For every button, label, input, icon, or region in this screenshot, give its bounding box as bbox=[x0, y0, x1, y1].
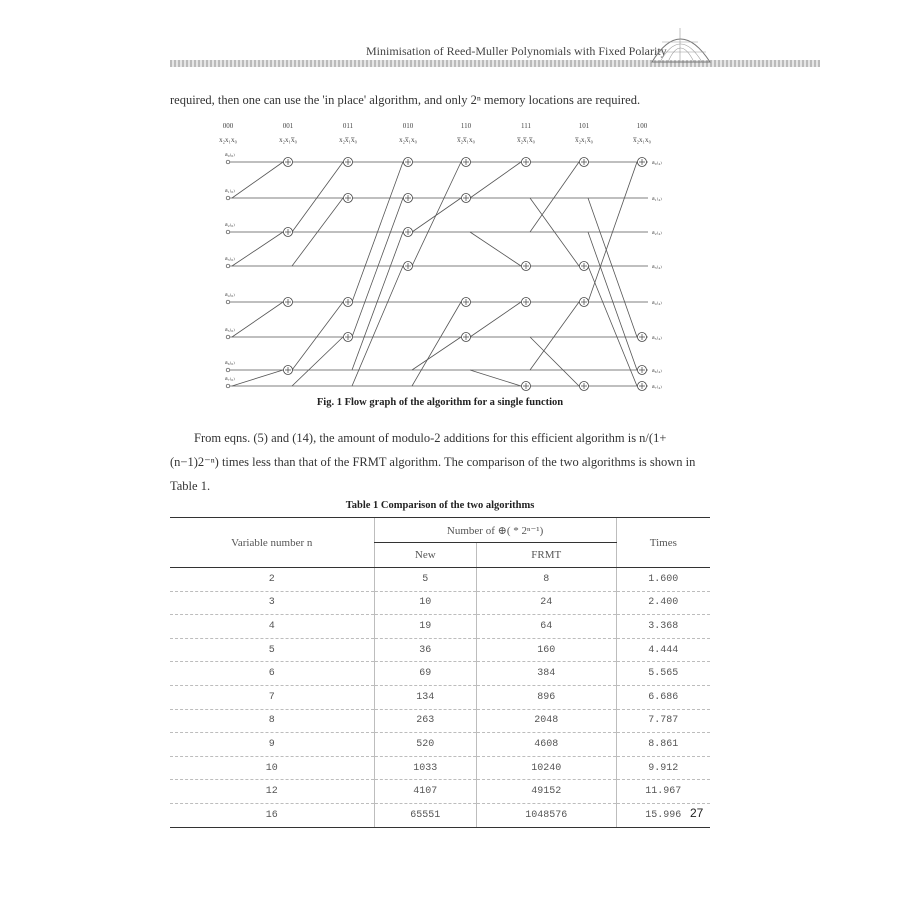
cell-new: 263 bbox=[374, 709, 476, 733]
diagonal-edge bbox=[232, 162, 283, 198]
table-row bbox=[170, 568, 710, 592]
cell-times: 2.400 bbox=[616, 591, 710, 615]
cell-variable: 16 bbox=[170, 803, 374, 827]
cell-variable: 3 bbox=[170, 591, 374, 615]
cell-variable: 10 bbox=[170, 756, 374, 780]
cell-times: 9.912 bbox=[616, 756, 710, 780]
diagonal-edge bbox=[470, 370, 521, 386]
cell-times: 11.967 bbox=[616, 780, 710, 804]
column-code-label: 111 bbox=[521, 122, 531, 130]
column-code-label: 100 bbox=[636, 122, 648, 130]
cell-variable: 7 bbox=[170, 685, 374, 709]
column-code-label: 000 bbox=[222, 122, 234, 130]
header-frmt: FRMT bbox=[476, 543, 616, 568]
diagonal-edge bbox=[232, 232, 283, 266]
output-label: a₆₍₄₎ bbox=[652, 368, 662, 374]
output-label: a₀₍₄₎ bbox=[652, 160, 662, 166]
column-code-label: 010 bbox=[402, 122, 414, 130]
diagonal-edge bbox=[292, 337, 343, 386]
diagonal-edge bbox=[412, 162, 461, 266]
input-node bbox=[226, 368, 230, 372]
cell-times: 3.368 bbox=[616, 615, 710, 639]
diagonal-edge bbox=[588, 198, 637, 337]
column-var-label: x₂x̅₁x̅₀ bbox=[339, 136, 357, 144]
diagonal-edge bbox=[412, 337, 461, 370]
column-var-label: x₂x₁x₀ bbox=[219, 136, 237, 144]
cell-frmt: 10240 bbox=[476, 756, 616, 780]
column-code-label: 011 bbox=[342, 122, 354, 130]
column-var-label: x̅₂x₁x₀ bbox=[633, 136, 651, 144]
diagonal-edge bbox=[470, 302, 521, 337]
cell-variable: 12 bbox=[170, 780, 374, 804]
input-label: a₇₍₀₎ bbox=[225, 376, 235, 382]
diagonal-edge bbox=[412, 198, 461, 232]
input-label: a₆₍₀₎ bbox=[225, 360, 235, 366]
output-label: a₇₍₄₎ bbox=[652, 384, 662, 390]
table-row bbox=[170, 780, 710, 804]
cell-times: 5.565 bbox=[616, 662, 710, 686]
diagonal-edge bbox=[292, 162, 343, 232]
input-label: a₄₍₀₎ bbox=[225, 292, 235, 298]
cell-times: 8.861 bbox=[616, 733, 710, 757]
diagonal-edge bbox=[470, 162, 521, 198]
column-var-label: x̅₂x̅₁x̅₀ bbox=[517, 136, 535, 144]
cell-times: 1.600 bbox=[616, 568, 710, 592]
cell-variable: 4 bbox=[170, 615, 374, 639]
diagonal-edge bbox=[588, 266, 637, 386]
running-title: Minimisation of Reed-Muller Polynomials with Fixed Polarity bbox=[366, 44, 667, 58]
diagonal-edge bbox=[530, 162, 579, 232]
cell-variable: 5 bbox=[170, 638, 374, 662]
cell-new: 4107 bbox=[374, 780, 476, 804]
page-number: 27 bbox=[690, 806, 704, 820]
cell-new: 5 bbox=[374, 568, 476, 592]
input-label: a₅₍₀₎ bbox=[225, 327, 235, 333]
table-caption: Table 1 Comparison of the two algorithms bbox=[345, 500, 535, 511]
diagonal-edge bbox=[292, 302, 343, 370]
cell-new: 69 bbox=[374, 662, 476, 686]
cell-new: 1033 bbox=[374, 756, 476, 780]
cell-frmt: 1048576 bbox=[476, 803, 616, 827]
column-var-label: x̅₂x̅₁x₀ bbox=[457, 136, 475, 144]
input-node bbox=[226, 230, 230, 234]
table-row bbox=[170, 733, 710, 757]
output-label: a₂₍₄₎ bbox=[652, 230, 662, 236]
cell-frmt: 2048 bbox=[476, 709, 616, 733]
column-code-label: 110 bbox=[460, 122, 472, 130]
input-node bbox=[226, 160, 230, 164]
cell-new: 520 bbox=[374, 733, 476, 757]
column-var-label: x₂x̅₁x₀ bbox=[399, 136, 417, 144]
header-rule bbox=[170, 60, 820, 67]
table-row bbox=[170, 662, 710, 686]
diagonal-edge bbox=[352, 198, 403, 337]
input-node bbox=[226, 300, 230, 304]
input-label: a₁₍₀₎ bbox=[225, 188, 235, 194]
cell-times: 4.444 bbox=[616, 638, 710, 662]
input-node bbox=[226, 196, 230, 200]
comparison-table bbox=[170, 517, 710, 828]
input-label: a₂₍₀₎ bbox=[225, 222, 235, 228]
input-label: a₀₍₀₎ bbox=[225, 152, 235, 158]
output-label: a₃₍₄₎ bbox=[652, 264, 662, 270]
cell-new: 36 bbox=[374, 638, 476, 662]
table-row bbox=[170, 709, 710, 733]
diagonal-edge bbox=[470, 232, 521, 266]
body-paragraph: From eqns. (5) and (14), the amount of modulo-2 additions for this efficient algorithm is n/(1+(n−1)2⁻ⁿ) times less than that of the FRMT algorithm. The comparison of the two algorithms is shown in Table 1. bbox=[170, 431, 696, 493]
header-variable: Variable number n bbox=[170, 518, 374, 568]
table-row bbox=[170, 685, 710, 709]
header-group: Number of ⊕( * 2ⁿ⁻¹) bbox=[374, 518, 616, 543]
column-var-label: x₂x₁x̅₀ bbox=[279, 136, 297, 144]
output-label: a₅₍₄₎ bbox=[652, 335, 662, 341]
cell-new: 10 bbox=[374, 591, 476, 615]
diagonal-edge bbox=[530, 302, 579, 370]
cell-frmt: 8 bbox=[476, 568, 616, 592]
cell-variable: 2 bbox=[170, 568, 374, 592]
diagonal-edge bbox=[588, 232, 637, 370]
figure-caption: Fig. 1 Flow graph of the algorithm for a single function bbox=[316, 397, 564, 408]
cell-new: 65551 bbox=[374, 803, 476, 827]
input-node bbox=[226, 384, 230, 388]
cell-new: 134 bbox=[374, 685, 476, 709]
cell-frmt: 24 bbox=[476, 591, 616, 615]
input-node bbox=[226, 335, 230, 339]
cell-frmt: 160 bbox=[476, 638, 616, 662]
diagonal-edge bbox=[232, 370, 283, 386]
cell-frmt: 49152 bbox=[476, 780, 616, 804]
cell-times: 6.686 bbox=[616, 685, 710, 709]
diagonal-edge bbox=[352, 232, 403, 370]
cell-times: 7.787 bbox=[616, 709, 710, 733]
column-code-label: 101 bbox=[578, 122, 590, 130]
table-row bbox=[170, 615, 710, 639]
cell-variable: 8 bbox=[170, 709, 374, 733]
diagonal-edge bbox=[412, 302, 461, 386]
output-label: a₁₍₄₎ bbox=[652, 196, 662, 202]
input-node bbox=[226, 264, 230, 268]
input-label: a₃₍₀₎ bbox=[225, 256, 235, 262]
intro-paragraph: required, then one can use the 'in place' algorithm, and only 2ⁿ memory locations are required. bbox=[170, 93, 641, 107]
column-var-label: x̅₂x₁x̅₀ bbox=[575, 136, 593, 144]
cell-variable: 9 bbox=[170, 733, 374, 757]
dome-logo-icon bbox=[650, 22, 712, 64]
table-row bbox=[170, 591, 710, 615]
flow-graph bbox=[170, 118, 710, 393]
diagonal-edge bbox=[232, 302, 283, 337]
header-new: New bbox=[374, 543, 476, 568]
cell-new: 19 bbox=[374, 615, 476, 639]
cell-times: 15.996 bbox=[616, 803, 710, 827]
cell-variable: 6 bbox=[170, 662, 374, 686]
column-code-label: 001 bbox=[282, 122, 294, 130]
table-row bbox=[170, 803, 710, 827]
diagonal-edge bbox=[530, 337, 579, 386]
table-row bbox=[170, 638, 710, 662]
cell-frmt: 896 bbox=[476, 685, 616, 709]
cell-frmt: 64 bbox=[476, 615, 616, 639]
header-times: Times bbox=[616, 518, 710, 568]
cell-frmt: 4608 bbox=[476, 733, 616, 757]
output-label: a₄₍₄₎ bbox=[652, 300, 662, 306]
cell-frmt: 384 bbox=[476, 662, 616, 686]
diagonal-edge bbox=[352, 266, 403, 386]
table-row bbox=[170, 756, 710, 780]
